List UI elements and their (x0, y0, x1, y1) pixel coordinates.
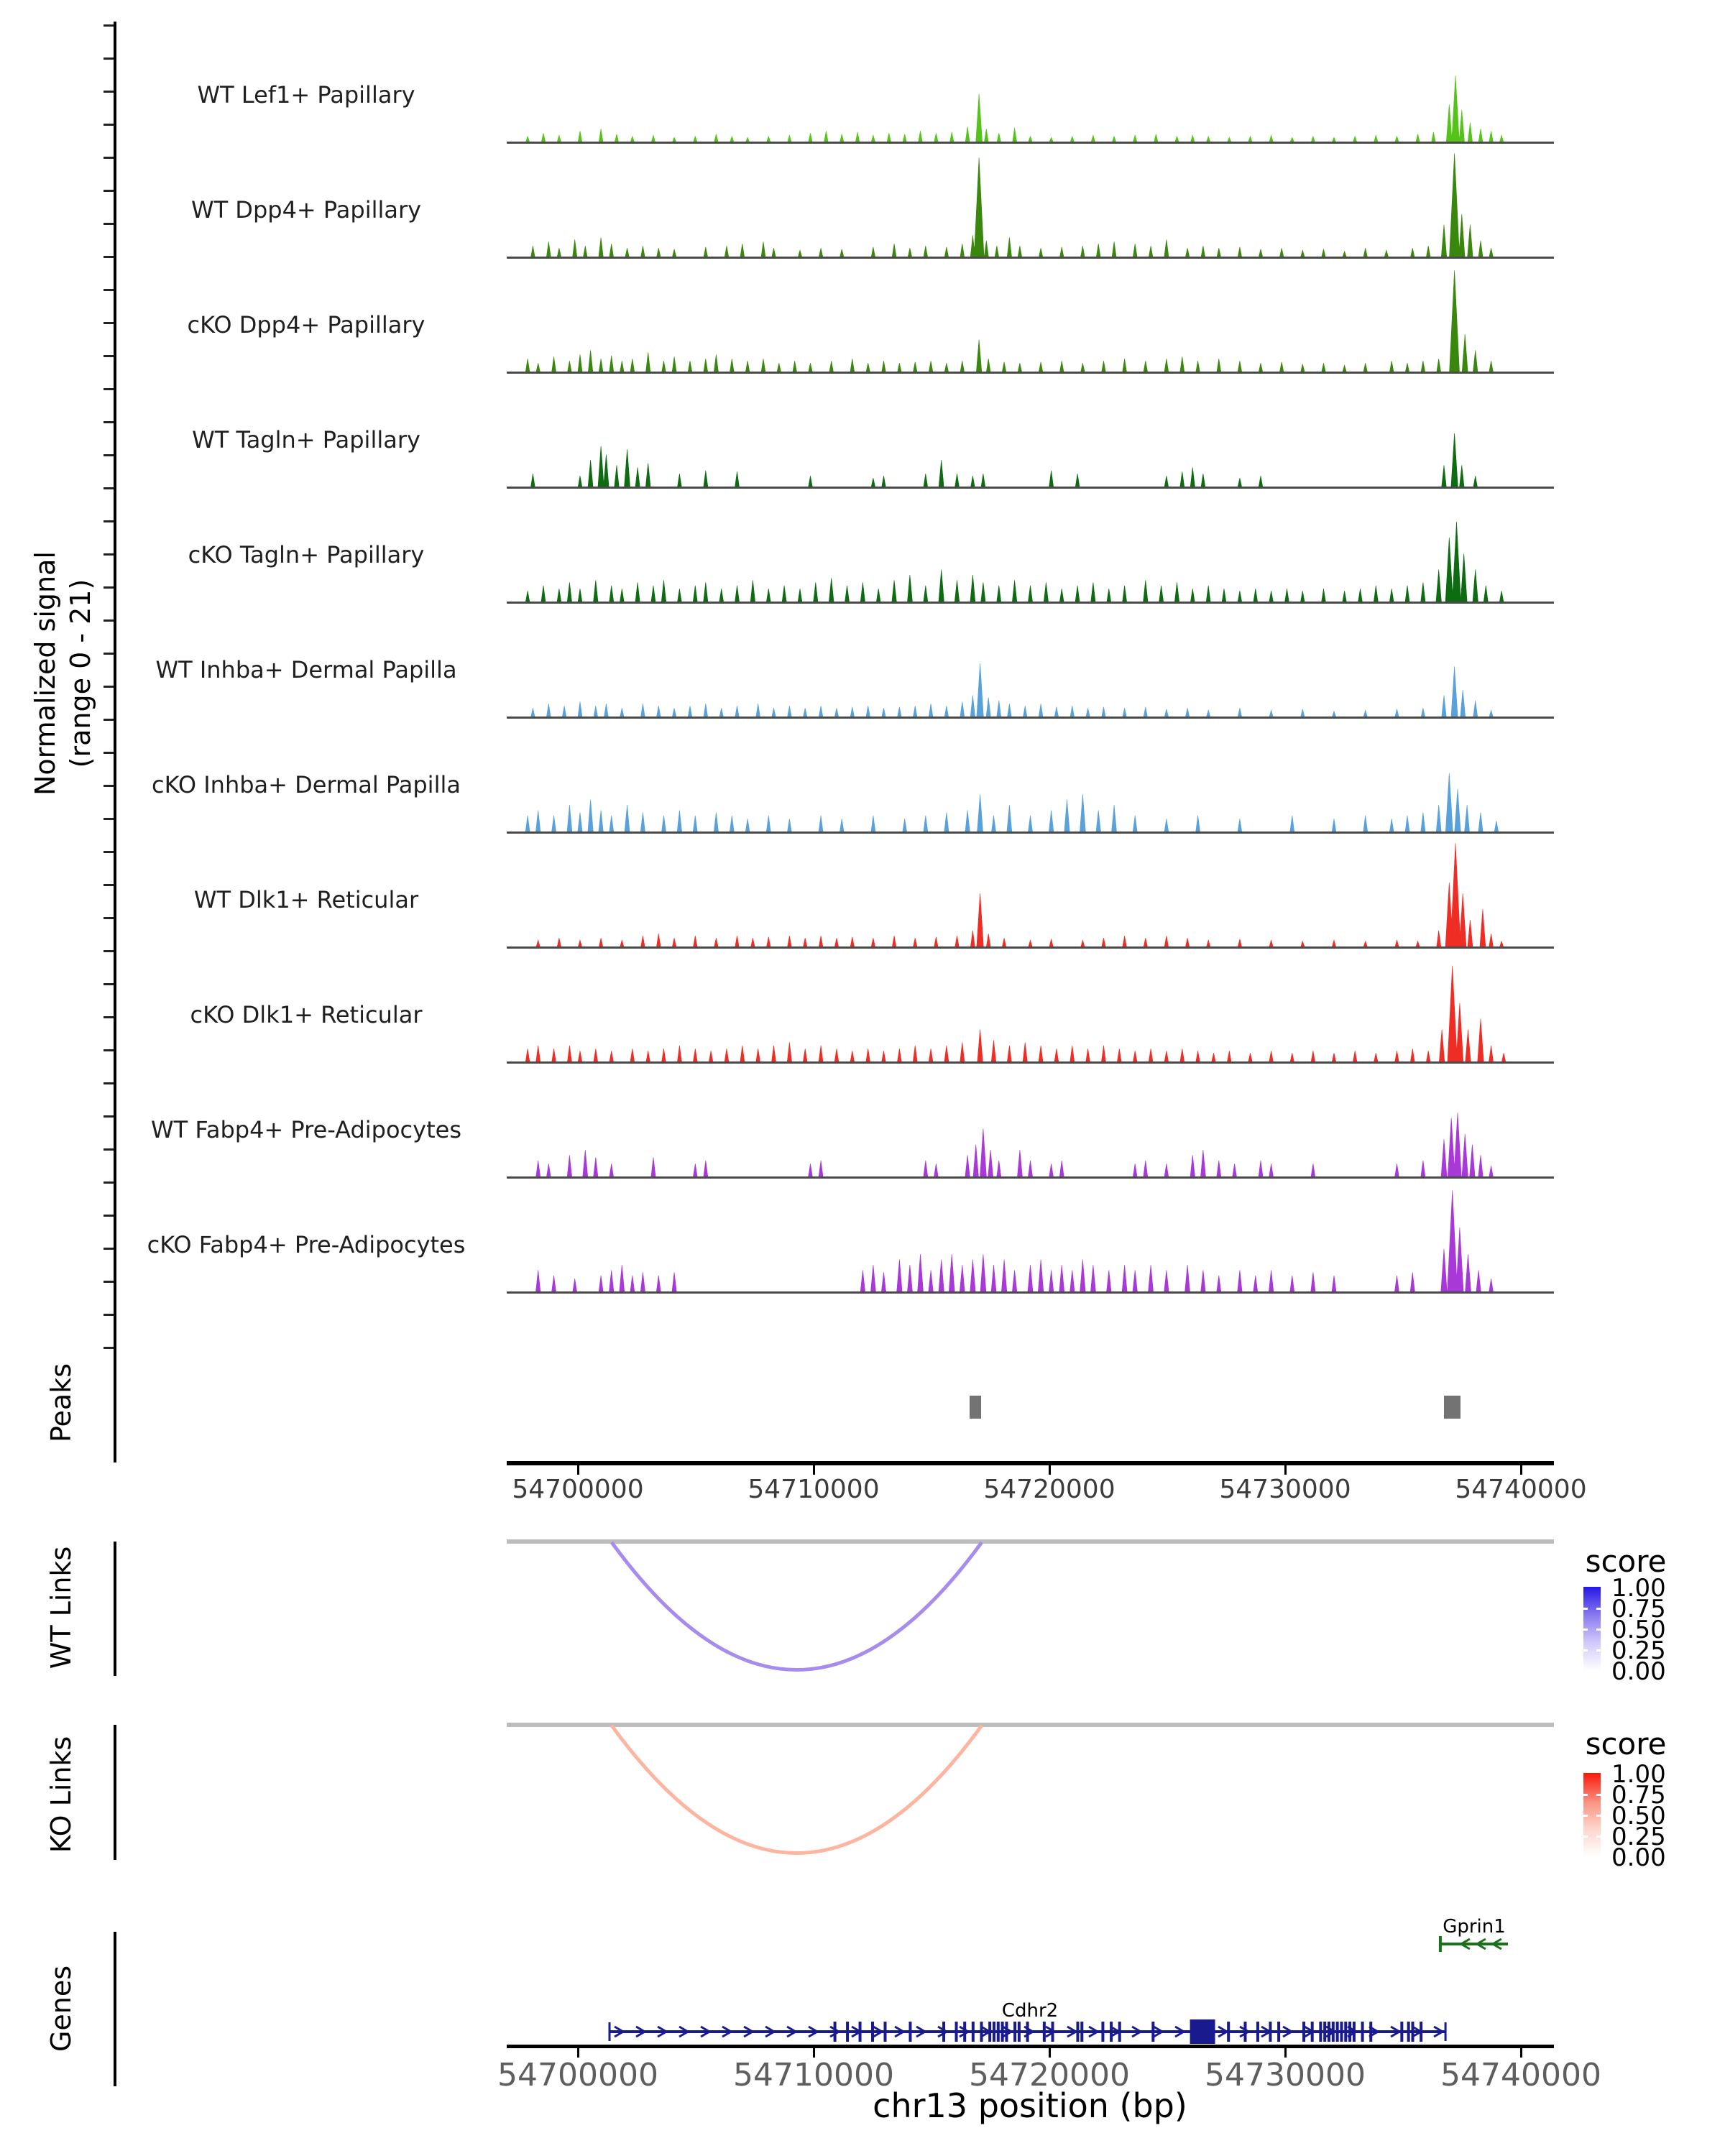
legend-notch (1596, 1815, 1601, 1817)
track-label-10: cKO Fabp4+ Pre-Adipocytes (147, 1231, 466, 1258)
coverage-baseline-5 (507, 717, 1554, 719)
cdhr2-exon (993, 2022, 995, 2042)
coverage-baseline-2 (507, 372, 1554, 374)
coverage-area-7 (536, 843, 1503, 946)
cdhr2-exon (1043, 2022, 1046, 2042)
cdhr2-exon (1269, 2022, 1271, 2042)
cdhr2-exon (1243, 2022, 1246, 2042)
legend-label-1.00: 1.00 (1611, 1760, 1666, 1789)
cdhr2-exon (1110, 2022, 1113, 2042)
coverage-signal-6 (507, 722, 1554, 831)
y-spine-tick (104, 355, 114, 357)
cdhr2-exon (963, 2022, 966, 2042)
cdhr2-exon (1353, 2022, 1356, 2042)
cdhr2-exon (980, 2022, 983, 2042)
wt-link-arc (612, 1542, 982, 1670)
track-label-7: WT Dlk1+ Reticular (193, 886, 419, 913)
cdhr2-exon (1361, 2022, 1364, 2042)
legend-notch (1596, 1835, 1601, 1838)
coverage-signal-5 (507, 607, 1554, 717)
bottom-x-axis (507, 2045, 1554, 2048)
legend-label-0.00: 0.00 (1611, 1657, 1666, 1686)
coverage-area-2 (525, 270, 1493, 372)
gene-name-gprin1: Gprin1 (1443, 1916, 1506, 1938)
legend-label-0.50: 0.50 (1611, 1616, 1666, 1644)
wt-links-baseline-bar (507, 1539, 1554, 1544)
track-label-9: WT Fabp4+ Pre-Adipocytes (151, 1116, 461, 1143)
coverage-area-10 (536, 1190, 1494, 1291)
cdhr2-exon (1332, 2022, 1335, 2042)
coverage-signal-1 (507, 147, 1554, 257)
ko-score-legend-title: score (1585, 1726, 1667, 1761)
cdhr2-exon (1407, 2022, 1410, 2042)
track-label-3: WT Tagln+ Papillary (192, 426, 420, 453)
y-spine-tick (104, 917, 114, 919)
cdhr2-exon (834, 2022, 837, 2042)
ko-score-legend-gradient (1583, 1773, 1601, 1857)
cdhr2-exon (884, 2022, 887, 2042)
x-tick-label: 54730000 (1219, 1475, 1351, 1504)
coverage-area-0 (526, 75, 1504, 142)
cdhr2-exon (871, 2022, 874, 2042)
cdhr2-exon (1411, 2022, 1414, 2042)
top-x-axis (507, 1461, 1554, 1465)
cdhr2-exon (1277, 2022, 1280, 2042)
x-tick-label: 54740000 (1440, 2057, 1601, 2093)
x-tick-label: 54720000 (983, 1475, 1116, 1504)
y-spine-tick (104, 719, 114, 721)
ko-links-arc-plot (507, 1723, 1554, 1863)
peaks-bracket (114, 1344, 116, 1462)
coverage-area-8 (525, 966, 1505, 1061)
cdhr2-exon (1348, 2022, 1351, 2042)
y-spine-tick (104, 289, 114, 291)
legend-notch (1583, 1794, 1588, 1796)
coverage-baseline-1 (507, 257, 1554, 259)
cdhr2-exon (997, 2022, 1000, 2042)
coverage-signal-8 (507, 952, 1554, 1061)
cdhr2-exon (942, 2022, 945, 2042)
cdhr2-exon (988, 2022, 991, 2042)
cdhr2-exon (972, 2022, 975, 2042)
y-spine-tick (104, 454, 114, 456)
gene-models (507, 1915, 1554, 2073)
coverage-baseline-6 (507, 831, 1554, 834)
legend-notch (1583, 1649, 1588, 1651)
cdhr2-exon (1319, 2022, 1322, 2042)
wt-links-arc-plot (507, 1539, 1554, 1680)
y-spine-tick (104, 653, 114, 655)
y-spine-tick (104, 752, 114, 754)
cdhr2-exon (908, 2022, 911, 2042)
cdhr2-exon (1256, 2022, 1259, 2042)
cdhr2-exon (1328, 2022, 1330, 2042)
y-spine-tick (104, 487, 114, 489)
cdhr2-exon (846, 2022, 849, 2042)
coverage-baseline-9 (507, 1176, 1554, 1179)
x-tick-label: 54710000 (748, 1475, 880, 1504)
y-spine-tick (104, 256, 114, 258)
coverage-signal-2 (507, 262, 1554, 372)
track-label-0: WT Lef1+ Papillary (197, 81, 415, 109)
y-spine-tick (104, 1181, 114, 1184)
ko-link-arc (612, 1726, 982, 1853)
track-label-2: cKO Dpp4+ Papillary (187, 311, 426, 338)
cdhr2-exon (1001, 2022, 1004, 2042)
legend-label-0.25: 0.25 (1611, 1636, 1666, 1665)
coverage-baseline-10 (507, 1291, 1554, 1294)
cdhr2-exon (1005, 2022, 1008, 2042)
x-tick-label: 54740000 (1455, 1475, 1587, 1504)
y-spine-tick (104, 388, 114, 390)
coverage-area-5 (531, 663, 1493, 717)
x-tick (1520, 1465, 1522, 1475)
legend-notch (1596, 1608, 1601, 1610)
cdhr2-exon (1369, 2022, 1372, 2042)
y-spine-tick (104, 124, 114, 126)
cdhr2-exon (1026, 2022, 1029, 2042)
legend-label-0.50: 0.50 (1611, 1802, 1666, 1830)
cdhr2-exon (1101, 2022, 1104, 2042)
cdhr2-exon (1311, 2022, 1314, 2042)
cdhr2-exon (1340, 2022, 1343, 2042)
cdhr2-exon (1013, 2022, 1016, 2042)
genes-section-label: Genes (45, 1965, 77, 2053)
legend-notch (1596, 1794, 1601, 1796)
coverage-signal-0 (507, 32, 1554, 142)
coverage-area-3 (531, 433, 1478, 487)
y-spine-tick (104, 157, 114, 159)
track-label-6: cKO Inhba+ Dermal Papilla (152, 771, 461, 798)
y-spine-tick (104, 1148, 114, 1151)
cdhr2-exon (1323, 2022, 1326, 2042)
ko-links-bracket (114, 1725, 116, 1860)
cdhr2-exon (955, 2022, 958, 2042)
y-spine-tick (104, 1049, 114, 1051)
coverage-area-1 (531, 153, 1494, 257)
genes-bracket (114, 1932, 116, 2086)
x-tick (813, 1465, 815, 1475)
y-spine-tick (104, 520, 114, 522)
x-tick-label: 54730000 (1205, 2057, 1366, 2093)
cdhr2-thick-exon (1190, 2019, 1215, 2044)
x-tick (1049, 1465, 1051, 1475)
track-label-5: WT Inhba+ Dermal Papilla (155, 656, 457, 683)
cdhr2-exon (1052, 2022, 1054, 2042)
cdhr2-exon (1076, 2022, 1079, 2042)
cdhr2-exon (1151, 2022, 1154, 2042)
cdhr2-exon (1420, 2022, 1422, 2042)
x-tick-label: 54710000 (733, 2057, 894, 2093)
ko-links-section-label: KO Links (45, 1736, 77, 1853)
legend-notch (1583, 1608, 1588, 1610)
y-spine-tick (104, 1215, 114, 1217)
x-tick-label: 54720000 (969, 2057, 1130, 2093)
y-spine-tick (104, 190, 114, 192)
y-spine-tick (104, 686, 114, 688)
cdhr2-exon (1400, 2022, 1403, 2042)
cdhr2-exon (1344, 2022, 1347, 2042)
legend-label-0.75: 0.75 (1611, 1781, 1666, 1810)
coverage-signal-9 (507, 1067, 1554, 1176)
cdhr2-exon (1227, 2022, 1230, 2042)
legend-label-1.00: 1.00 (1611, 1574, 1666, 1603)
legend-notch (1596, 1628, 1601, 1631)
y-spine-tick (104, 1082, 114, 1084)
y-axis-label-line1: Normalized signal (29, 551, 61, 796)
cdhr2-exon (1018, 2022, 1021, 2042)
legend-label-0.25: 0.25 (1611, 1823, 1666, 1851)
y-spine-tick (104, 57, 114, 60)
legend-notch (1583, 1835, 1588, 1838)
y-spine-tick (104, 421, 114, 423)
coverage-area-6 (525, 773, 1498, 831)
track-label-1: WT Dpp4+ Papillary (190, 196, 422, 224)
peak-interval-1 (1444, 1396, 1460, 1419)
coverage-area-4 (525, 522, 1503, 602)
coverage-signal-4 (507, 492, 1554, 602)
y-spine-tick (104, 1281, 114, 1283)
coverage-baseline-4 (507, 602, 1554, 604)
gene-name-cdhr2: Cdhr2 (1001, 2000, 1059, 2022)
legend-notch (1583, 1628, 1588, 1631)
wt-links-bracket (114, 1542, 116, 1676)
coverage-signal-3 (507, 377, 1554, 487)
x-tick (577, 1465, 579, 1475)
y-spine-tick (104, 24, 114, 27)
y-spine-tick (104, 586, 114, 589)
coverage-baseline-3 (507, 487, 1554, 489)
cdhr2-exon (1080, 2022, 1083, 2042)
x-tick-label: 54700000 (512, 1475, 644, 1504)
track-label-4: cKO Tagln+ Papillary (188, 541, 425, 568)
y-spine-tick (104, 950, 114, 952)
y-spine-tick (104, 983, 114, 985)
wt-score-legend-gradient (1583, 1587, 1601, 1671)
wt-score-legend-title: score (1585, 1544, 1667, 1579)
y-spine-tick (104, 851, 114, 853)
x-tick-label: 54700000 (497, 2057, 658, 2093)
legend-notch (1596, 1649, 1601, 1651)
cdhr2-exon (859, 2022, 862, 2042)
y-axis-label-line2: (range 0 - 21) (65, 579, 96, 768)
ko-links-baseline-bar (507, 1723, 1554, 1727)
cdhr2-exon (1336, 2022, 1339, 2042)
cdhr2-exon (1302, 2022, 1305, 2042)
y-spine-tick (104, 619, 114, 622)
y-spine-tick (104, 1347, 114, 1349)
coverage-baseline-7 (507, 946, 1554, 949)
y-spine-tick (104, 818, 114, 820)
track-label-8: cKO Dlk1+ Reticular (190, 1001, 423, 1028)
x-axis-title: chr13 position (bp) (873, 2086, 1187, 2125)
peaks-section-label: Peaks (45, 1363, 77, 1443)
coverage-baseline-8 (507, 1061, 1554, 1064)
peak-interval-0 (970, 1396, 981, 1419)
wt-links-section-label: WT Links (45, 1546, 77, 1669)
legend-notch (1583, 1815, 1588, 1817)
legend-label-0.75: 0.75 (1611, 1595, 1666, 1623)
x-tick (1284, 1465, 1287, 1475)
coverage-baseline-0 (507, 142, 1554, 144)
cdhr2-exon (1118, 2022, 1121, 2042)
coverage-area-9 (536, 1112, 1494, 1176)
coverage-signal-10 (507, 1182, 1554, 1291)
coverage-signal-7 (507, 837, 1554, 946)
legend-label-0.00: 0.00 (1611, 1843, 1666, 1872)
y-spine-tick (104, 1314, 114, 1316)
